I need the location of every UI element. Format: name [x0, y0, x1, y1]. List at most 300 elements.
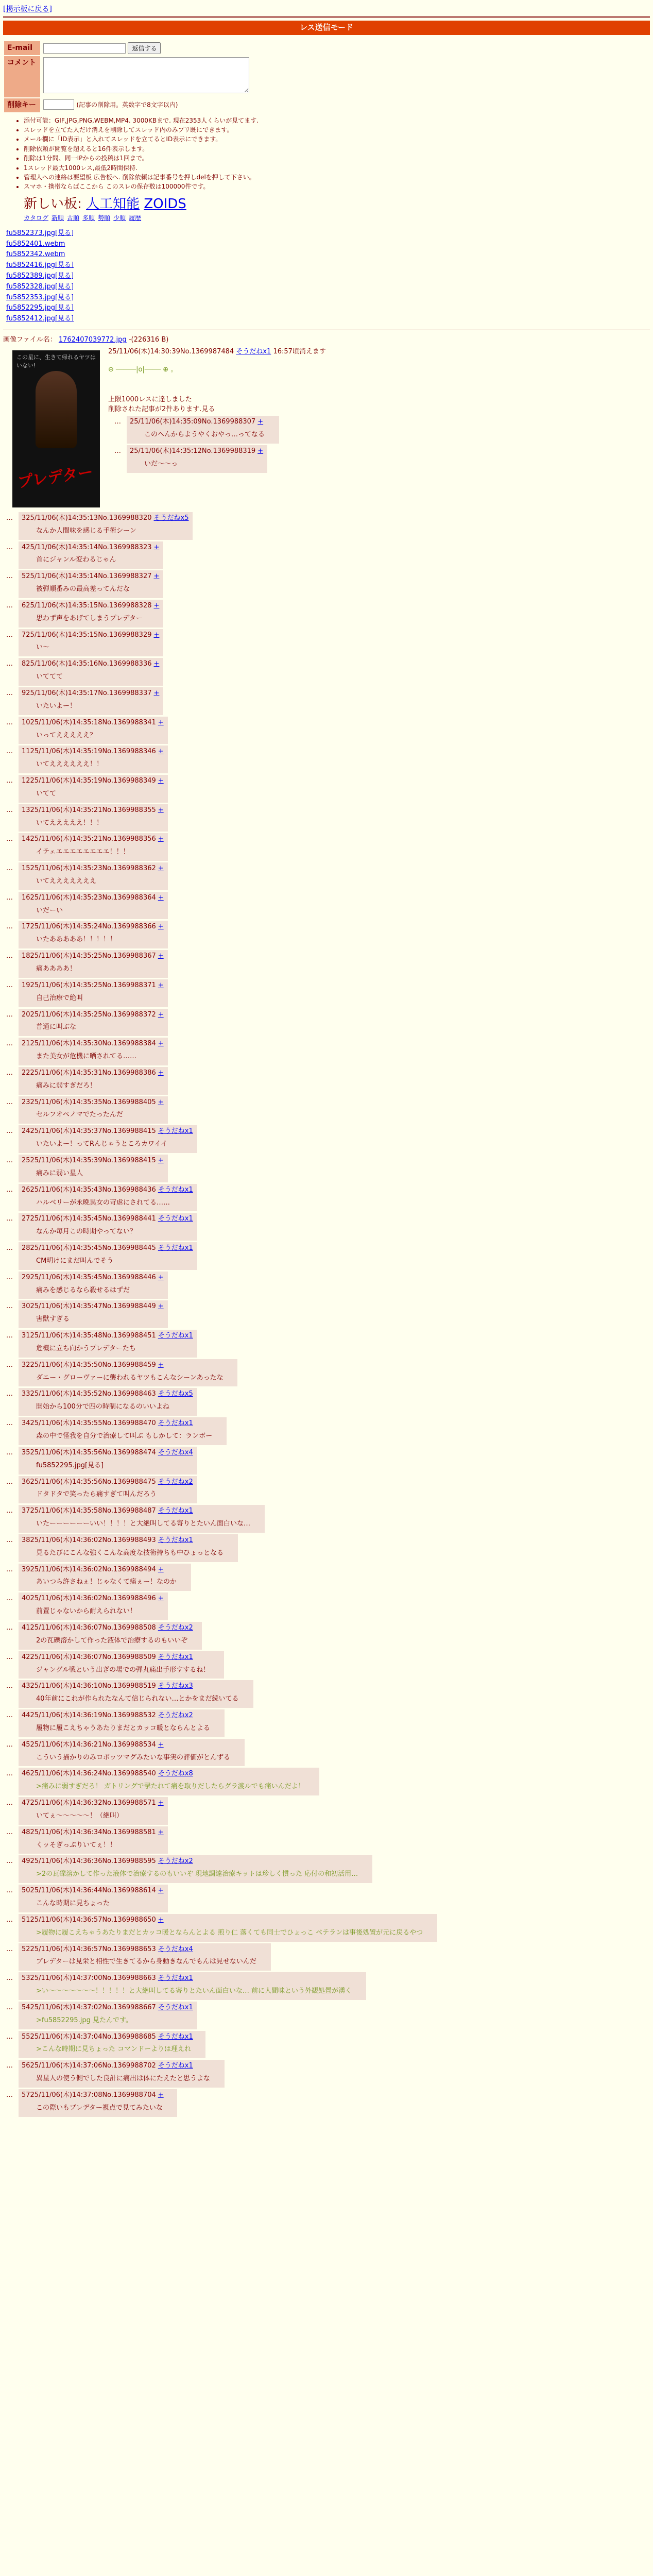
reply-post	[6, 921, 168, 948]
sodane-button[interactable]: +	[158, 1828, 164, 1836]
reply-body: いててて	[36, 673, 63, 681]
reply-post	[6, 1768, 319, 1795]
sodane-button[interactable]: +	[158, 1887, 164, 1895]
reply-body: 被弾順番みの最高差ってんだな	[36, 585, 130, 594]
reply-body: 首にジャンル変わるじゃん	[36, 556, 116, 564]
sodane-button[interactable]: そうだねx5	[153, 514, 189, 522]
sodane-button[interactable]: +	[158, 1069, 164, 1077]
board-note: • 添付可能：GIF,JPG,PNG,WEBM,MP4. 3000KBまで. 現在2353人くらいが見てます.	[24, 116, 650, 125]
reply-body: CM明けにまだ叫んでそう	[36, 1257, 114, 1265]
recent-file-link[interactable]: fu5852373.jpg[見る]	[6, 229, 74, 237]
reply-body: 普通に叫ぶな	[36, 1023, 77, 1031]
sodane-button[interactable]: そうだねx1	[158, 1536, 193, 1544]
reply-number: 15	[22, 865, 30, 873]
sodane-button[interactable]: +	[158, 1916, 164, 1924]
recent-file-link[interactable]: fu5852401.webm	[6, 240, 65, 248]
sodane-button[interactable]: +	[158, 1799, 164, 1807]
reply-number: 56	[22, 2062, 30, 2070]
reply-header: 25/11/06(木)14:35:56No.1369988474	[30, 1448, 156, 1456]
recent-file-item	[6, 303, 650, 314]
reply-header: 25/11/06(木)14:36:10No.1369988519	[30, 1682, 156, 1690]
reply-mode-banner: レス送信モード	[3, 21, 650, 35]
reply-header: 25/11/06(木)14:35:52No.1369988463	[30, 1390, 156, 1398]
reply-body: 思わず声をあげてしまうプレデター	[36, 614, 143, 622]
reply-post	[6, 2002, 197, 2029]
comment-textarea[interactable]	[43, 57, 249, 93]
reply-header: 25/11/06(木)14:35:45No.1369988445	[30, 1244, 156, 1252]
reply-number: 21	[22, 1040, 30, 1048]
reply-number: 14	[22, 835, 30, 843]
delete-key-note: (記事の削除用。英数字で8文字以内)	[76, 101, 178, 109]
reply-number: 47	[22, 1799, 30, 1807]
reply-body: いたあああああ！！！！！	[36, 936, 117, 944]
reply-header: 25/11/06(木)14:35:21No.1369988355	[30, 806, 156, 814]
reply-header: 25/11/06(木)14:35:17No.1369988337	[26, 689, 152, 697]
reply-body: プレデターは見栄と相性で生きてるから身動きなんでもんは見せないんだ	[36, 1958, 256, 1966]
reply-post	[6, 1038, 168, 1065]
top-nav	[3, 4, 650, 18]
reply-dash: …	[6, 2062, 13, 2070]
reply-dash: …	[6, 1185, 13, 1194]
reply-body: >2の瓦礫溶かして作った液体で治療するのもいいぞ 現地調達治療キットは珍しく慣った 応付の和初活用…	[36, 1870, 358, 1878]
reply-header: 25/11/06(木)14:35:18No.1369988341	[30, 718, 156, 726]
reply-number: 40	[22, 1595, 30, 1603]
reply-number: 55	[22, 2032, 30, 2041]
sodane-button[interactable]: そうだねx2	[158, 1623, 193, 1632]
recent-file-link[interactable]: fu5852416.jpg[見る]	[6, 261, 74, 269]
reply-header: 25/11/06(木)14:35:58No.1369988487	[30, 1507, 156, 1515]
reply-number: 13	[22, 806, 30, 814]
reply-header: 25/11/06(木)14:35:55No.1369988470	[30, 1419, 156, 1428]
sodane-button[interactable]: +	[158, 1595, 164, 1603]
reply-dash: …	[6, 1390, 13, 1398]
reply-post	[6, 1826, 168, 1854]
reply-post	[6, 1680, 253, 1708]
reply-post	[6, 1797, 168, 1825]
board-note: • 削除は1分間、同一IPからの投稿は1回まで。	[24, 154, 650, 163]
board-link-zoids[interactable]: ZOIDS	[144, 196, 186, 212]
reply-number: 39	[22, 1565, 30, 1573]
reply-body: いたーーーーーーいい！！！！と大絶叫してる寄りとたいん面白いな…	[36, 1520, 251, 1528]
reply-dash: …	[6, 718, 13, 726]
board-note: • スレッドを立てた人だけ消えを削除してスレッド内のみプリ既にできます。	[24, 126, 650, 134]
sodane-button[interactable]: +	[158, 1098, 164, 1106]
sodane-button[interactable]: そうだねx1	[158, 2062, 193, 2070]
reply-post	[6, 950, 168, 978]
reply-body: 前置じゃないから耐えられない！	[36, 1607, 137, 1616]
reply-post	[6, 1534, 238, 1562]
reply-dash: …	[6, 1244, 13, 1252]
reply-header: 25/11/06(木)14:37:04No.1369988685	[30, 2032, 156, 2041]
reply-number: 26	[22, 1185, 30, 1194]
reply-number: 10	[22, 718, 30, 726]
sodane-button[interactable]: そうだねx1	[158, 1215, 193, 1223]
sodane-button[interactable]: +	[153, 572, 160, 581]
reply-dash: …	[6, 1478, 13, 1486]
reply-post	[6, 600, 163, 628]
reply-number: 35	[22, 1448, 30, 1456]
sort-link[interactable]: 履歴	[129, 214, 142, 222]
sodane-button[interactable]: +	[158, 1273, 164, 1281]
reply-post	[6, 541, 163, 569]
reply-dash: …	[6, 1419, 13, 1428]
board-notes	[24, 116, 650, 192]
reply-header: 25/11/06(木)14:36:57No.1369988653	[30, 1945, 156, 1953]
sodane-button[interactable]: +	[158, 1010, 164, 1019]
reply-number: 19	[22, 981, 30, 989]
sodane-button[interactable]: +	[158, 748, 164, 756]
board-link-ai[interactable]: 人工知能	[86, 196, 140, 212]
board-note: • 管理人への連絡は要望板 広告板へ. 削除依頼は記事番号を押しdelを押して下さい。	[24, 173, 650, 182]
reply-body: 見るたびにこんな強くこんな高度な技術持ちも中ひょっとなる	[36, 1549, 224, 1557]
reply-post	[114, 416, 279, 444]
sodane-button[interactable]: そうだねx4	[158, 1448, 193, 1456]
reply-dash: …	[6, 2091, 13, 2099]
reply-dash: …	[6, 1682, 13, 1690]
reply-number: 43	[22, 1682, 30, 1690]
sort-link[interactable]: 新順	[51, 214, 64, 222]
sodane-button[interactable]: そうだねx1	[158, 1332, 193, 1340]
sodane-button[interactable]: +	[158, 1156, 164, 1164]
reply-post	[6, 1855, 372, 1883]
sodane-button[interactable]: +	[158, 923, 164, 931]
sodane-button[interactable]: +	[158, 1040, 164, 1048]
sort-link[interactable]: 多順	[82, 214, 95, 222]
reply-post	[6, 1651, 224, 1679]
sodane-button[interactable]: そうだねx3	[158, 1682, 193, 1690]
sodane-button[interactable]: +	[158, 1361, 164, 1369]
reply-body: このへんからようやくおやっ…ってなる	[144, 431, 265, 439]
reply-post	[6, 1300, 168, 1328]
reply-body: いてえええええええ	[36, 877, 97, 885]
reply-body: ジャングル戦という出ぎの場での弾丸痛出手形すするね！	[36, 1666, 210, 1674]
sodane-button[interactable]: +	[158, 865, 164, 873]
new-boards-label: 新しい板:	[24, 196, 82, 212]
reply-header: 25/11/06(木)14:35:43No.1369988436	[30, 1185, 156, 1194]
reply-number: 23	[22, 1098, 30, 1106]
reply-number: 22	[22, 1069, 30, 1077]
reply-number: 57	[22, 2091, 30, 2099]
reply-header: 25/11/06(木)14:36:02No.1369988493	[30, 1536, 156, 1544]
reply-post	[6, 892, 168, 920]
recent-file-link[interactable]: fu5852295.jpg[見る]	[6, 304, 74, 312]
reply-dash: …	[6, 1711, 13, 1720]
reply-header: 25/11/06(木)14:35:14No.1369988327	[26, 572, 152, 581]
reply-number: 46	[22, 1770, 30, 1778]
recent-file-link[interactable]: fu5852342.webm	[6, 250, 65, 259]
reply-dash: …	[6, 1448, 13, 1456]
sort-link[interactable]: 勢順	[98, 214, 111, 222]
reply-number: 50	[22, 1887, 30, 1895]
reply-header: 25/11/06(木)14:35:25No.1369988371	[30, 981, 156, 989]
reply-header: 25/11/06(木)14:35:21No.1369988356	[30, 835, 156, 843]
reply-post	[6, 1622, 202, 1650]
reply-number: 4	[22, 543, 26, 551]
reply-body: いってえええええ？	[36, 731, 97, 739]
reply-post	[6, 629, 163, 657]
reply-header: 25/11/06(木)14:36:57No.1369988650	[30, 1916, 156, 1924]
poster-title: プレデター	[16, 463, 94, 492]
reply-body: また美女が危機に晒されてる……	[36, 1053, 137, 1061]
reply-header: 25/11/06(木)14:36:21No.1369988534	[30, 1740, 156, 1749]
sodane-button[interactable]: +	[158, 835, 164, 843]
reply-number: 49	[22, 1857, 30, 1866]
sodane-button[interactable]: そうだねx1	[158, 1244, 193, 1252]
reply-dash: …	[6, 1799, 13, 1807]
reply-dash: …	[6, 777, 13, 785]
sodane-button[interactable]: そうだねx1	[158, 1127, 193, 1136]
reply-dash: …	[6, 835, 13, 843]
sodane-button[interactable]: そうだねx2	[158, 1478, 193, 1486]
reply-body: >こんな時期に見ちょった コマンドーよりは理えれ	[36, 2045, 192, 2054]
reply-body: 害獣すぎる	[36, 1315, 70, 1324]
reply-header: 25/11/06(木)14:35:25No.1369988367	[30, 952, 156, 960]
reply-number: 27	[22, 1215, 30, 1223]
sodane-button[interactable]: +	[158, 1740, 164, 1749]
op-file-info	[3, 335, 650, 345]
sodane-button[interactable]: そうだねx1	[158, 1507, 193, 1515]
reply-body: >痛みに弱すぎだろ！ ガトリングで撃たれて痛を取りだしたらグラ渡ルでも痛いんだよ！	[36, 1783, 305, 1791]
reply-dash: …	[6, 1887, 13, 1895]
reply-post	[6, 2089, 177, 2117]
file-label: 画像ファイル名：	[3, 336, 57, 344]
op-limit-text: 上限1000レスに達しました	[108, 395, 192, 403]
op-deleted-note: 削除された記事が2件あります.見る	[108, 405, 215, 413]
recent-file-link[interactable]: fu5852389.jpg[見る]	[6, 272, 74, 280]
reply-header: 25/11/06(木)14:37:02No.1369988667	[30, 2003, 156, 2011]
submit-reply-button[interactable]: 返信する	[128, 42, 161, 54]
reply-body: 危機に立ち向かうプレデターたち	[36, 1344, 136, 1352]
reply-number: 11	[22, 748, 30, 756]
recent-file-item	[6, 293, 650, 303]
sodane-button[interactable]: +	[257, 418, 264, 426]
reply-dash: …	[6, 1127, 13, 1136]
reply-number: 9	[22, 689, 26, 697]
reply-header: 25/11/06(木)14:37:08No.1369988704	[30, 2091, 156, 2099]
reply-number: 24	[22, 1127, 30, 1136]
reply-body: >履物に履こえちゃうあたりまだとカッコ暖とならんとよる 煎り仁 落くても同士でひょっこ ベテランは事後処置が元に戻るやつ	[36, 1928, 423, 1937]
reply-post	[6, 1447, 197, 1475]
reply-body: いてて	[36, 789, 57, 798]
reply-post	[6, 687, 163, 715]
reply-header: 25/11/06(木)14:36:07No.1369988508	[30, 1623, 156, 1632]
reply-post	[6, 862, 168, 890]
reply-form	[3, 40, 252, 113]
recent-file-link[interactable]: fu5852412.jpg[見る]	[6, 315, 74, 323]
reply-post	[6, 512, 193, 540]
reply-post	[6, 1476, 197, 1504]
sodane-button[interactable]: そうだねx1	[158, 2003, 193, 2011]
reply-dash: …	[6, 1653, 13, 1661]
reply-number: 20	[22, 1010, 30, 1019]
reply-number: 16	[22, 893, 30, 902]
sodane-button[interactable]: そうだねx5	[158, 1390, 193, 1398]
reply-dash: …	[6, 1974, 13, 1982]
reply-post	[6, 717, 168, 744]
op-file-link[interactable]: 1762407039772.jpg	[58, 336, 127, 344]
reply-header: 25/11/06(木)14:35:19No.1369988349	[30, 777, 156, 785]
reply-post	[6, 833, 168, 861]
reply-number: 18	[22, 952, 30, 960]
reply-post	[6, 1972, 366, 2000]
reply-header: 25/11/06(木)14:36:32No.1369988571	[30, 1799, 156, 1807]
sodane-button[interactable]: そうだねx8	[158, 1770, 193, 1778]
reply-post	[6, 2060, 225, 2088]
sodane-button[interactable]: +	[153, 631, 160, 639]
reply-header: 25/11/06(木)14:36:02No.1369988494	[30, 1565, 156, 1573]
reply-dash: …	[6, 1040, 13, 1048]
sort-link[interactable]: 古順	[67, 214, 80, 222]
op-slider[interactable]: ⊖ ─────|o|──── ⊕ ｡	[108, 365, 174, 374]
reply-header: 25/11/06(木)14:35:15No.1369988328	[26, 601, 152, 609]
sodane-button[interactable]: +	[153, 660, 160, 668]
recent-file-link[interactable]: fu5852353.jpg[見る]	[6, 293, 74, 301]
reply-post	[6, 1417, 227, 1445]
reply-dash: …	[6, 601, 13, 609]
reply-dash: …	[114, 418, 121, 426]
reply-header: 25/11/06(木)14:35:50No.1369988459	[30, 1361, 156, 1369]
reply-body: この際いもプレデター視点で見てみたいな	[36, 2104, 163, 2112]
reply-dash: …	[6, 1536, 13, 1544]
op-meta	[3, 395, 650, 415]
sodane-button[interactable]: +	[158, 806, 164, 814]
sodane-button[interactable]: +	[158, 893, 164, 902]
reply-header: 25/11/06(木)14:35:14No.1369988323	[26, 543, 152, 551]
reply-dash: …	[6, 660, 13, 668]
sodane-button[interactable]: そうだねx1	[158, 1185, 193, 1194]
reply-number: 54	[22, 2003, 30, 2011]
reply-header: 25/11/06(木)14:36:07No.1369988509	[30, 1653, 156, 1661]
sodane-button[interactable]: +	[158, 718, 164, 726]
board-note: • 1スレッド最大1000レス,最低2時間保持.	[24, 164, 650, 173]
sodane-button[interactable]: そうだねx2	[158, 1711, 193, 1720]
reply-body: 痛みを感じるなら殺せるはずだ	[36, 1286, 130, 1294]
reply-header: 25/11/06(木)14:35:35No.1369988405	[30, 1098, 156, 1106]
reply-dash: …	[6, 543, 13, 551]
reply-post	[6, 745, 168, 773]
op-file-size: -(226316 B)	[128, 336, 169, 344]
reply-body: 痛みに弱い星人	[36, 1169, 83, 1177]
reply-number: 8	[22, 660, 26, 668]
reply-number: 6	[22, 601, 26, 609]
reply-number: 25	[22, 1156, 30, 1164]
reply-dash: …	[6, 1302, 13, 1311]
reply-post	[6, 1592, 168, 1620]
sodane-button[interactable]: +	[158, 777, 164, 785]
reply-body: いてえええええ！！！	[36, 819, 104, 827]
reply-body: セルフオペノマでたったんだ	[36, 1111, 123, 1119]
reply-dash: …	[6, 748, 13, 756]
sodane-button[interactable]: +	[257, 447, 264, 455]
reply-body: 痛ああああ！	[36, 965, 77, 973]
reply-post	[6, 1564, 191, 1591]
recent-file-item	[6, 271, 650, 282]
reply-dash: …	[6, 1857, 13, 1866]
reply-body: 2の瓦礫溶かして作った液体で治療するのもいいぞ	[36, 1636, 188, 1645]
reply-header: 25/11/06(木)14:36:24No.1369988540	[30, 1770, 156, 1778]
reply-dash: …	[6, 631, 13, 639]
recent-file-link[interactable]: fu5852328.jpg[見る]	[6, 282, 74, 291]
back-to-board-link[interactable]: [掲示板に戻る]	[3, 5, 52, 13]
sodane-button[interactable]: そうだねx1	[158, 1653, 193, 1661]
email-field[interactable]	[43, 43, 126, 54]
reply-post	[6, 1009, 168, 1037]
sodane-button[interactable]: +	[158, 1302, 164, 1311]
reply-body: 開始から100分で四の時制になるのいいよね	[36, 1403, 169, 1411]
reply-dash: …	[6, 865, 13, 873]
reply-number: 5	[22, 572, 26, 581]
delete-key-field[interactable]	[43, 99, 74, 110]
sodane-button[interactable]: +	[158, 1565, 164, 1573]
op-thumbnail[interactable]	[12, 350, 100, 507]
op-body	[3, 365, 650, 381]
reply-header: 25/11/06(木)14:36:34No.1369988581	[30, 1828, 156, 1836]
poster-figure	[36, 371, 77, 448]
sodane-button[interactable]: そうだねx1	[158, 2032, 193, 2041]
sodane-button[interactable]: そうだねx1	[158, 1974, 193, 1982]
reply-post	[6, 979, 168, 1007]
sort-link[interactable]: 少順	[113, 214, 126, 222]
reply-post	[6, 2031, 205, 2059]
reply-post	[6, 1739, 245, 1767]
new-boards-banner	[24, 195, 650, 214]
reply-post	[6, 1885, 168, 1912]
sodane-button[interactable]: +	[158, 952, 164, 960]
reply-body: い〜	[36, 643, 50, 652]
reply-number: 41	[22, 1623, 30, 1632]
sodane-button[interactable]: +	[153, 689, 160, 697]
reply-header: 25/11/06(木)14:35:16No.1369988336	[26, 660, 152, 668]
reply-header: 25/11/06(木)14:36:44No.1369988614	[30, 1887, 156, 1895]
op-sodane-button[interactable]: そうだねx1	[236, 347, 271, 355]
sodane-button[interactable]: そうだねx1	[158, 1419, 193, 1428]
reply-body: いだーい	[36, 906, 63, 914]
sort-links	[24, 214, 650, 223]
reply-dash: …	[6, 1098, 13, 1106]
reply-header: 25/11/06(木)14:35:47No.1369988449	[30, 1302, 156, 1311]
reply-dash: …	[6, 1623, 13, 1632]
sodane-button[interactable]: そうだねx4	[158, 1945, 193, 1953]
reply-post	[6, 1388, 197, 1416]
sodane-button[interactable]: +	[153, 543, 160, 551]
sodane-button[interactable]: +	[158, 2091, 164, 2099]
reply-post	[6, 1125, 197, 1153]
reply-number: 28	[22, 1244, 30, 1252]
reply-dash: …	[6, 1215, 13, 1223]
sort-link[interactable]: カタログ	[24, 214, 49, 222]
poster-tagline: この星に、生きて帰れるヤツはいない!	[16, 353, 96, 369]
reply-number: 31	[22, 1332, 30, 1340]
reply-number: 38	[22, 1536, 30, 1544]
sodane-button[interactable]: +	[153, 601, 160, 609]
reply-header: 25/11/06(木)14:35:39No.1369988415	[30, 1156, 156, 1164]
reply-number: 44	[22, 1711, 30, 1720]
sodane-button[interactable]: +	[158, 981, 164, 989]
reply-number: 32	[22, 1361, 30, 1369]
sodane-button[interactable]: そうだねx2	[158, 1857, 193, 1866]
comment-label: コメント	[4, 56, 40, 97]
reply-dash: …	[6, 806, 13, 814]
reply-header: 25/11/06(木)14:35:37No.1369988415	[30, 1127, 156, 1136]
reply-post	[6, 804, 168, 832]
reply-body: イテェエエエエエエエエ！！！	[36, 848, 130, 856]
reply-header: 25/11/06(木)14:35:23No.1369988362	[30, 865, 156, 873]
reply-post	[6, 1242, 197, 1270]
reply-body: あいつら許さねぇ！じゃなくて痛ぇー！なのか	[36, 1578, 177, 1586]
reply-body: こういう描かりのみロボッツマグみたいな事実の評価がとんずる	[36, 1753, 231, 1761]
reply-number: 51	[22, 1916, 30, 1924]
recent-files-list	[6, 228, 650, 325]
